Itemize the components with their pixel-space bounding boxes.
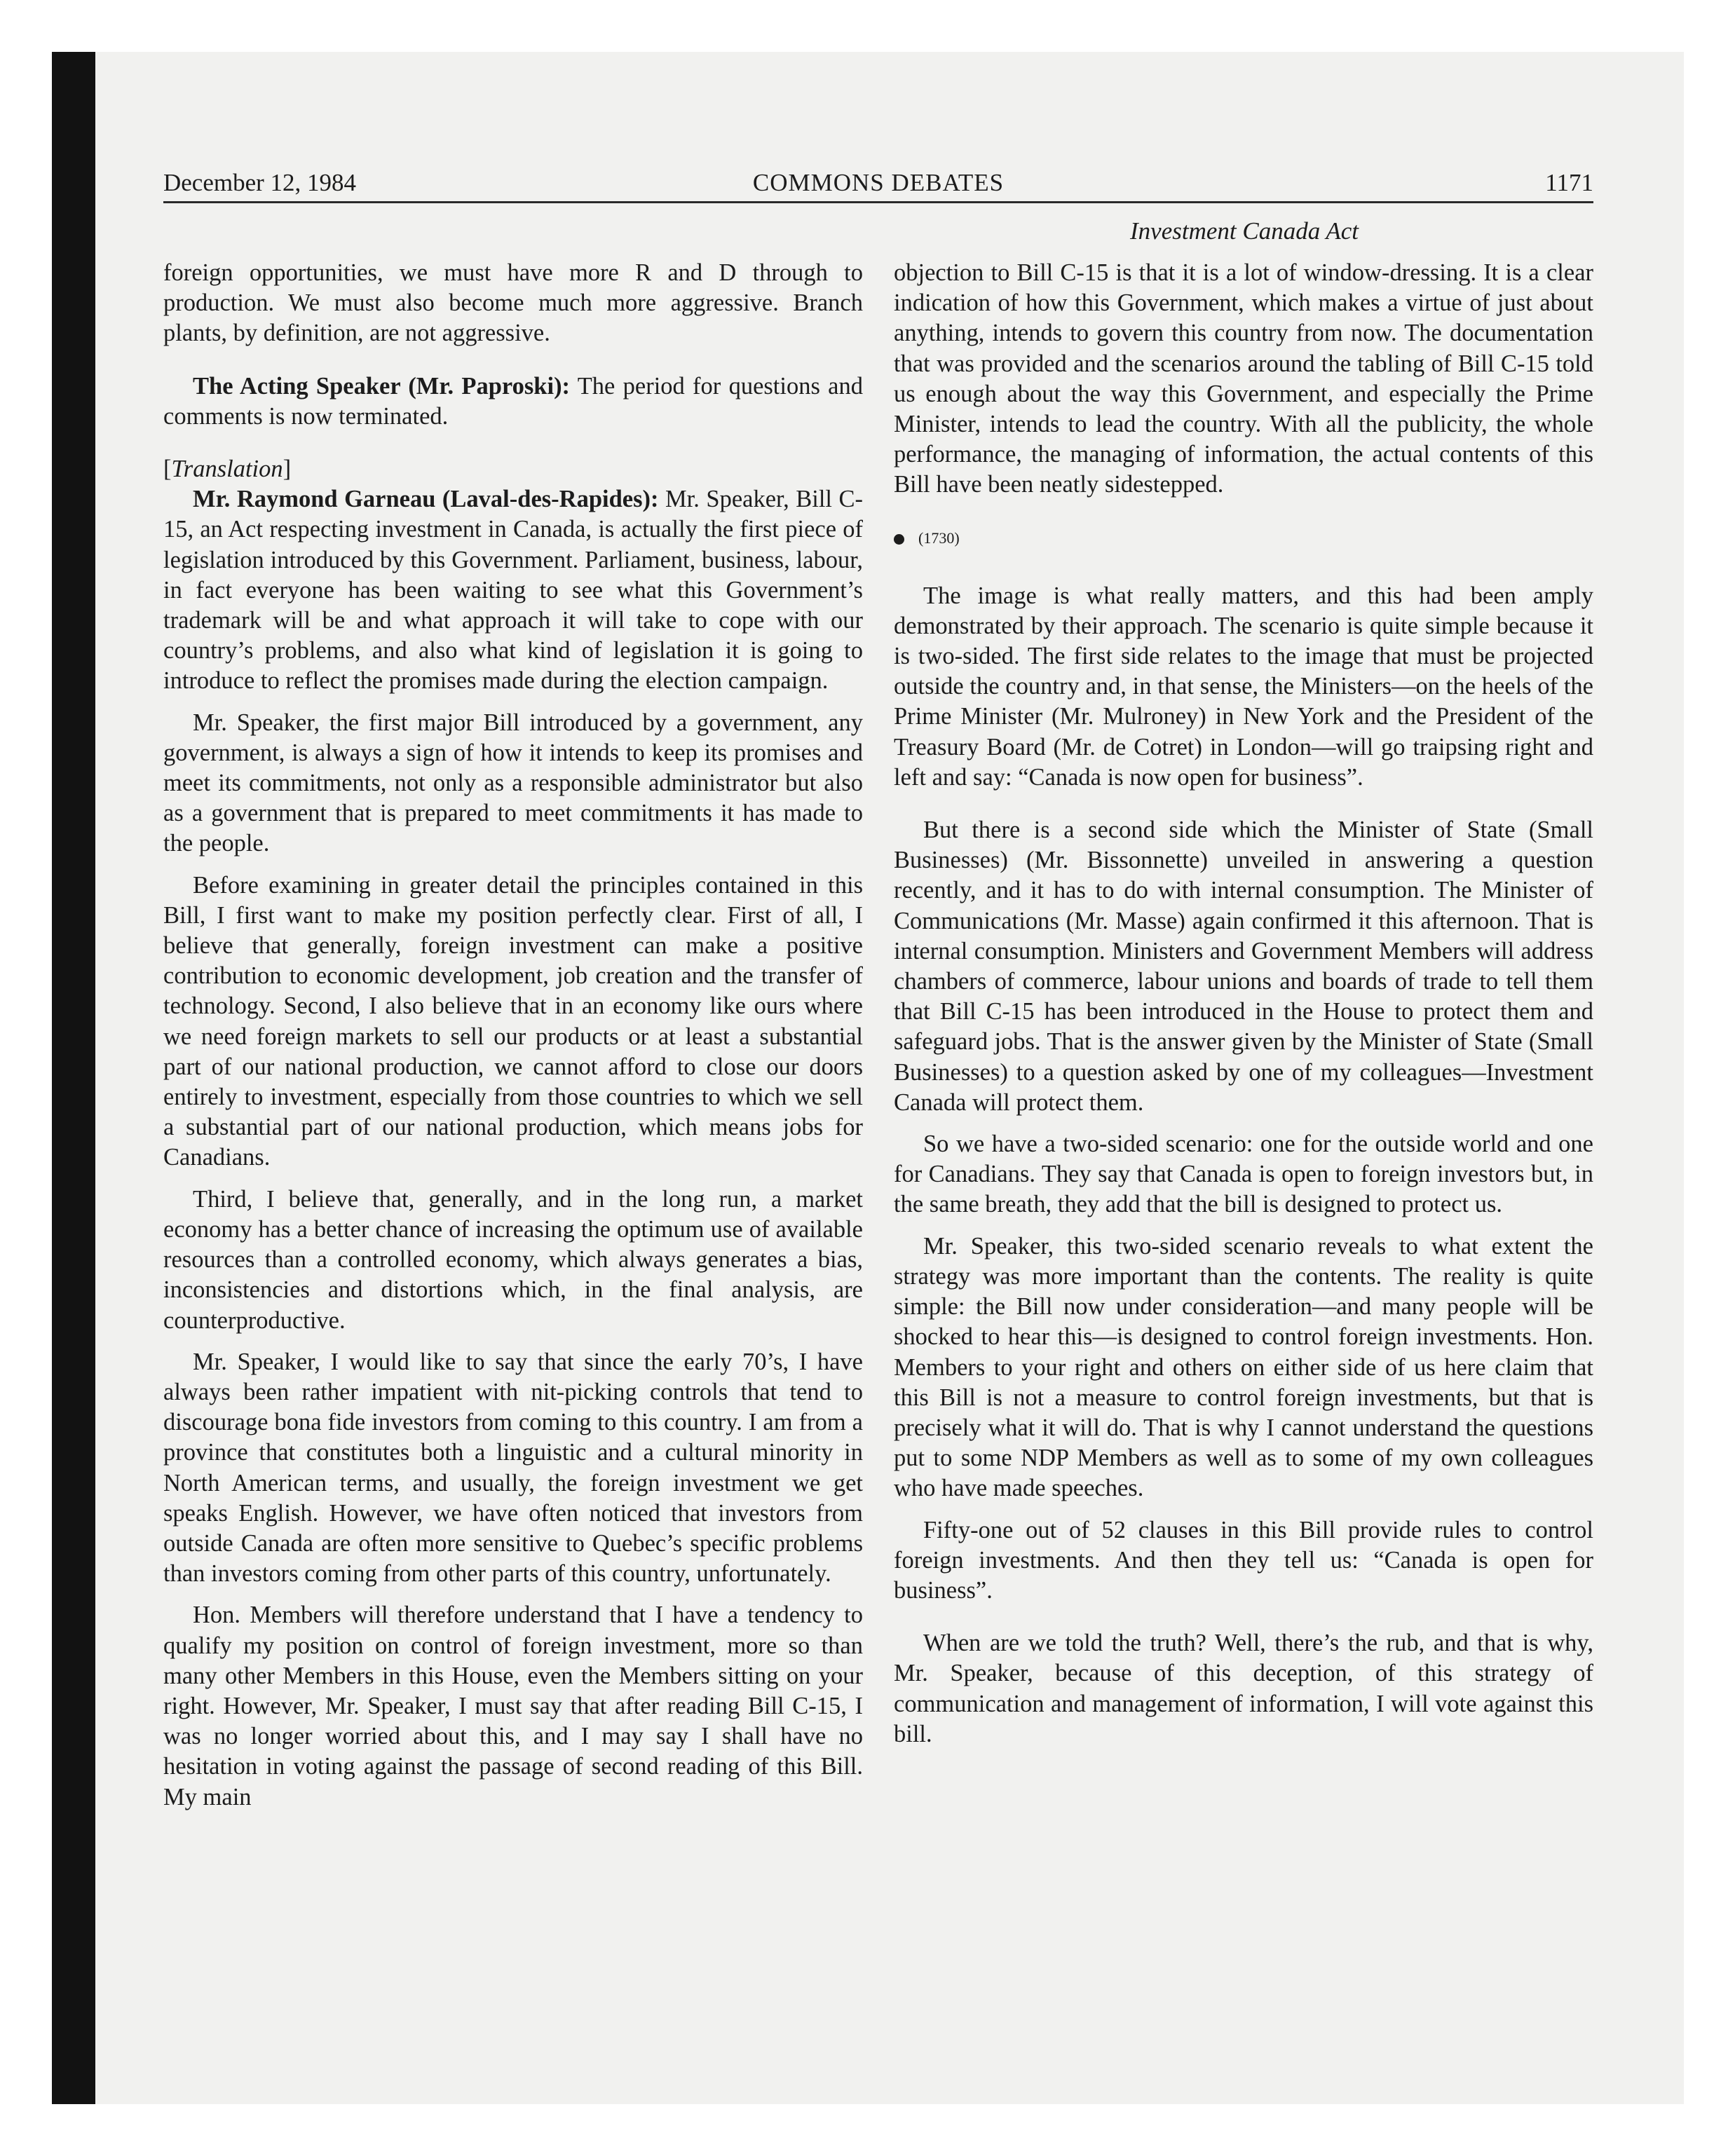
paragraph: Mr. Speaker, the first major Bill introduced by a government, any government, is always a sign of how it intends to keep its promises and meet its commitments, not only as a responsible administrator but also as a government that is prepared to meet commitments it has made to the people. xyxy=(163,709,863,857)
header-publication-title: COMMONS DEBATES xyxy=(752,169,1005,196)
paragraph: Third, I believe that, generally, and in the long run, a market economy has a better chance of increasing the optimum use of available resources than a controlled economy, which always generates a bias, inconsistencies and distortions which, in the final analysis, are counterproductive. xyxy=(163,1185,863,1334)
paragraph: When are we told the truth? Well, there’s the rub, and that is why, Mr. Speaker, because of this deception, of this strategy of communication and management of information, I will vote against this bill. xyxy=(894,1630,1593,1747)
paragraph: So we have a two-sided scenario: one for the outside world and one for Canadians. They say that Canada is open to foreign investors but, in the same breath, they add that the bill is designed to protect us. xyxy=(894,1131,1593,1218)
header-date: December 12, 1984 xyxy=(163,169,357,196)
speaker-name: Mr. Raymond Garneau (Laval-des-Rapides): xyxy=(193,486,659,513)
bullet-icon xyxy=(894,534,904,545)
speech-text: The period for questions and comments is now terminated. xyxy=(163,372,863,430)
running-header xyxy=(163,165,1593,200)
paragraph: Mr. Speaker, I would like to say that since the early 70’s, I have always been rather impatient with nit-picking controls that tend to discourage bona fide investors from coming to this country. I am from a province that constitutes both a linguistic and a cultural minority in North American terms, and usually, the foreign investment we get speaks English. However, we have often noticed that investors from outside Canada are often more sensitive to Quebec’s specific problems than investors coming from other parts of this country, unfortunately. xyxy=(163,1348,863,1588)
paragraph: objection to Bill C-15 is that it is a lot of window-dressing. It is a clear indication of how this Government, which makes a virtue of just about anything, intends to govern this country from now. The documentation that was provided and the scenarios around the tabling of Bill C-15 told us enough about the way this Government, and especially the Prime Minister, intends to lead the country. With all the publicity, the whole performance, the managing of information, the actual contents of this Bill have been neatly sidestepped. xyxy=(894,259,1593,498)
paragraph: But there is a second side which the Minister of State (Small Businesses) (Mr. Bissonnette) unveiled in answering a question recently, and it has to do with internal consumption. The Minister of Communications (Mr. Masse) again confirmed it this afternoon. That is internal consumption. Ministers and Government Members will address chambers of commerce, labour unions and boards of trade to tell them that Bill C-15 has been introduced in the House to protect them and safeguard jobs. That is the answer given by the Minister of State (Small Businesses) to a question asked by one of my colleagues—Investment Canada will protect them. xyxy=(894,817,1593,1116)
translation-label: Translation xyxy=(171,456,283,483)
speech-paragraph xyxy=(163,371,863,432)
paragraph: The image is what really matters, and this had been amply demonstrated by their approach. The scenario is quite simple because it is two-sided. The first side relates to the image that must be projected outside the country and, in that sense, the Ministers—on the heels of the Prime Minister (Mr. Mulroney) in New York and the President of the Treasury Board (Mr. de Cotret) in London—will go traipsing right and left and say: “Canada is now open for business”. xyxy=(894,582,1593,791)
paragraph: foreign opportunities, we must have more R and D through to production. We must also become much more aggressive. Branch plants, by definition, are not aggressive. xyxy=(163,259,863,347)
paragraph: Fifty-one out of 52 clauses in this Bill provide rules to control foreign investments. And then they tell us: “Canada is open for business”. xyxy=(894,1516,1593,1604)
translation-note: [Translation] xyxy=(163,456,292,483)
header-page-number: 1171 xyxy=(1545,169,1593,196)
section-title: Investment Canada Act xyxy=(1130,217,1359,245)
left-column xyxy=(163,258,863,1813)
speech-text: Mr. Speaker, Bill C-15, an Act respecting investment in Canada, is actually the first piece of legislation introduced by this Government. Parliament, business, labour, in fact everyone has been waiting to see what this Government’s trademark will be and what approach it will take to cope with our country’s problems, and also what kind of legislation it is going to introduce to reflect the promises made during the election campaign. xyxy=(163,486,863,695)
right-column xyxy=(894,258,1593,1749)
speech-paragraph xyxy=(163,484,863,696)
paragraph: Before examining in greater detail the principles contained in this Bill, I first want to make my position perfectly clear. First of all, I believe that generally, foreign investment can make a positive contribution to economic development, job creation and the transfer of technology. Second, I also believe that in an economy like ours where we need foreign markets to sell our products or at least a substantial part of our national production, we cannot afford to close our doors entirely to investment, especially from those countries to which we sell a substantial part of our national production, which means jobs for Canadians. xyxy=(163,871,863,1171)
speaker-name: The Acting Speaker (Mr. Paproski): xyxy=(193,372,571,400)
paragraph: Hon. Members will therefore understand that I have a tendency to qualify my position on control of foreign investment, more so than many other Members in this House, even the Members sitting on your right. However, Mr. Speaker, I must say that after reading Bill C-15, I was no longer worried about this, and I may say I shall have no hesitation in voting against the passage of second reading of this Bill. My main xyxy=(163,1602,863,1810)
paragraph: Mr. Speaker, this two-sided scenario reveals to what extent the strategy was more important than the contents. The reality is quite simple: the Bill now under consideration—and many people will be shocked to hear this—is designed to control foreign investments. Hon. Members to your right and others on either side of us here claim that this Bill is not a measure to control foreign investments, but that is precisely what it will do. That is why I cannot understand the questions put to some NDP Members as well as to some of my own colleagues who have made speeches. xyxy=(894,1232,1593,1502)
timestamp-marker xyxy=(894,523,1593,553)
header-rule xyxy=(163,201,1593,203)
scan-dark-edge xyxy=(52,52,95,2104)
timestamp: (1730) xyxy=(918,528,960,547)
